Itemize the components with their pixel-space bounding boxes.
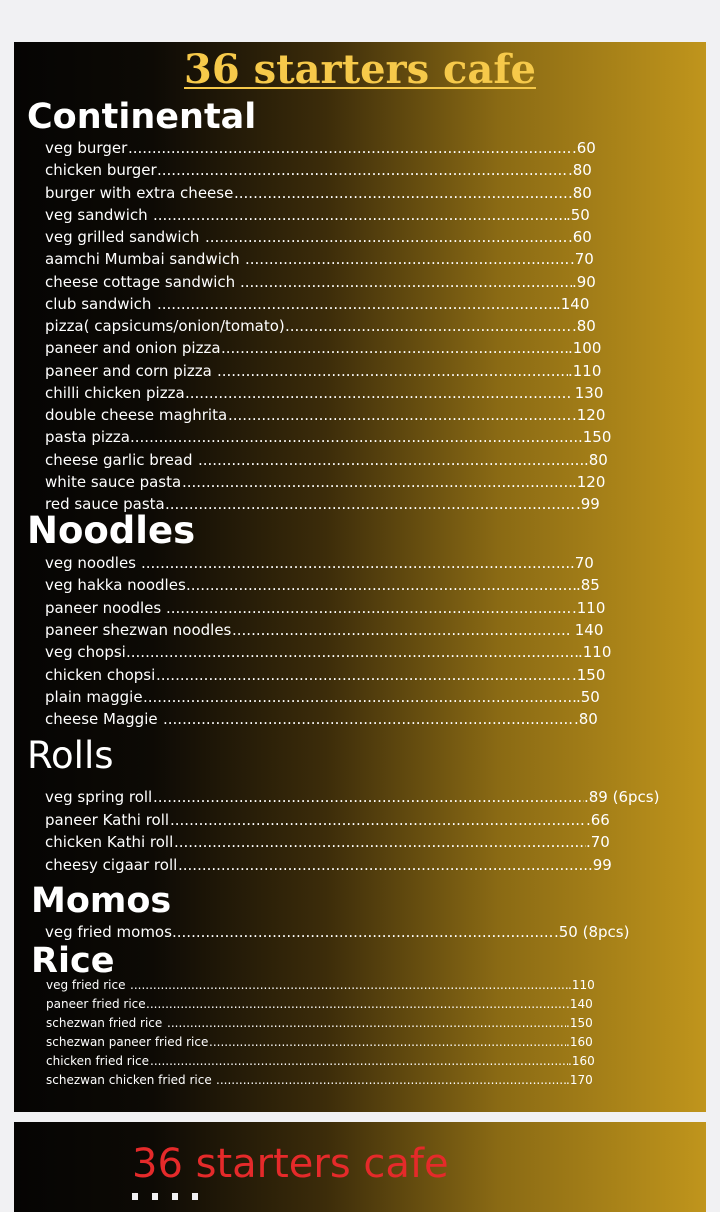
menu-item [46,1033,666,1052]
item-name: cheese cottage sandwich [45,272,240,291]
item-price: .110 [568,977,595,992]
item-price: .150 [578,428,612,447]
item-name: schezwan paneer fried rice [46,1034,209,1049]
item-price: .60 [568,228,592,246]
item-name: veg hakka noodles [45,576,186,595]
menu-item [45,360,668,382]
dot-leader [141,552,570,574]
dot-leader [172,921,554,943]
menu-item [45,854,688,876]
dot-leader [216,1071,566,1090]
item-name: veg burger [45,139,128,157]
dot-leader [156,664,572,686]
dot-leader [178,854,588,876]
section-heading-continental: Continental [27,97,257,137]
menu-item [45,708,674,730]
item-price: .120 [572,472,606,491]
item-name: cheese Maggie [45,710,163,729]
item-name: veg spring roll [45,788,153,806]
item-price: .80 [574,710,598,729]
dot-leader [217,360,568,382]
dot-leader [163,708,574,730]
menu-item [45,471,672,493]
item-price: .120 [572,406,606,424]
dot-leader [234,182,568,204]
section-heading-noodles: Noodles [27,509,196,552]
item-name: schezwan chicken fried rice [46,1072,216,1087]
dot-leader [198,449,584,471]
item-price: .99 [588,855,612,874]
item-price: .89 (6pcs) [584,788,660,806]
dot-leader [174,831,586,853]
item-price: .140 [556,294,590,313]
item-price: .160 [566,1034,593,1049]
item-name: double cheese maghrita [45,406,228,424]
item-name: pasta pizza [45,428,130,447]
item-name: paneer Kathi roll [45,810,170,829]
item-price: 140 [570,620,604,639]
item-name: chicken Kathi roll [45,833,174,852]
dot-leader [205,226,568,248]
dot-leader [240,271,572,293]
section-heading-rice: Rice [31,941,115,981]
next-menu-title: 36 starters cafe [132,1141,449,1187]
item-name: cheese garlic bread [45,450,198,469]
item-name: chicken chopsi [45,665,156,684]
dot-leader [130,426,578,448]
menu-item [45,404,672,426]
menu-item [45,552,670,574]
section-heading-rolls: Rolls [27,734,114,777]
menu-item [46,976,668,995]
dot-leader [146,995,566,1014]
item-price: .170 [566,1072,593,1087]
dot-leader [185,382,570,404]
item-price: .150 [572,665,606,684]
menu-item [45,337,668,359]
item-price: .50 (8pcs) [554,923,630,941]
dot-leader [153,786,584,808]
menu-item [46,1052,668,1071]
item-name: aamchi Mumbai sandwich [45,250,245,269]
item-name: cheesy cigaar roll [45,855,178,874]
menu-item [45,809,686,831]
item-price: .90 [572,272,596,291]
item-name: schezwan fried rice [46,1015,167,1030]
item-price: .99 [576,495,600,513]
item-name: paneer and corn pizza [45,361,217,380]
item-name: veg fried momos [45,923,172,941]
item-price: .80 [568,161,592,180]
item-name: veg fried rice [46,977,130,992]
menu-item [45,226,668,248]
menu-item [45,686,676,708]
item-name: chicken burger [45,161,157,180]
dot-leader [126,641,578,663]
menu-item [45,248,670,270]
item-name: paneer fried rice [46,996,146,1011]
dot-leader [245,248,570,270]
item-name: veg sandwich [45,205,153,224]
menu-item [45,619,670,641]
dot-leader [157,293,556,315]
menu-item [45,664,672,686]
menu-item [45,204,666,226]
item-name: veg chopsi [45,643,126,662]
menu-item [45,921,654,943]
item-price: .70 [586,833,610,852]
item-price: .60 [572,139,596,157]
menu-item [45,182,668,204]
item-price: .50 [576,687,600,706]
dot-leader [186,574,576,596]
dot-leader [209,1033,566,1052]
dot-leader [167,1014,566,1033]
item-name: red sauce pasta [45,495,165,513]
menu-item [45,786,684,808]
item-price: .140 [566,996,593,1011]
dot-leader [170,809,586,831]
item-price: .85 [576,576,600,595]
dot-leader [150,1052,568,1071]
dot-leader [153,204,566,226]
dot-leader [221,337,568,359]
menu-item [45,641,678,663]
menu-item [45,137,672,159]
item-price: .66 [586,810,610,829]
item-name: white sauce pasta [45,472,182,491]
item-name: chilli chicken pizza [45,383,185,402]
item-name: burger with extra cheese [45,183,234,202]
item-price: 130 [570,383,604,402]
dot-leader [157,159,568,181]
item-price: .150 [566,1015,593,1030]
item-price: .80 [572,317,596,335]
item-name: chicken fried rice [46,1053,150,1068]
item-name: veg noodles [45,554,141,572]
menu-item [45,382,670,404]
menu-item [45,315,672,337]
menu-item [46,1014,666,1033]
item-price: .110 [572,598,606,617]
menu-item [45,831,686,853]
item-price: .70 [570,250,594,269]
item-price: .50 [566,205,590,224]
menu-item [45,597,672,619]
section-heading-momos: Momos [31,881,172,921]
dot-leader [143,686,576,708]
item-name: plain maggie [45,687,143,706]
item-price: .110 [578,643,612,662]
item-name: paneer shezwan noodles [45,620,232,639]
item-name: paneer and onion pizza [45,339,221,358]
menu-item [45,449,684,471]
item-name: club sandwich [45,294,157,313]
menu-item [45,574,676,596]
dot-leader [285,315,572,337]
menu-item [46,995,666,1014]
dot-leader [166,597,572,619]
menu-title: 36 starters cafe [184,46,536,93]
item-name: veg grilled sandwich [45,228,205,246]
item-name: pizza( capsicums/onion/tomato) [45,317,285,335]
item-price: .160 [568,1053,595,1068]
item-price: .110 [568,361,602,380]
menu-item [45,271,672,293]
item-price: .70 [570,554,594,572]
next-menu-heading-cutoff [132,1190,232,1200]
item-price: .80 [568,183,592,202]
menu-item [46,1071,666,1090]
dot-leader [232,619,570,641]
item-price: .100 [568,339,602,358]
item-price: .80 [584,450,608,469]
menu-item [45,293,656,315]
dot-leader [128,137,572,159]
menu-item [45,159,668,181]
menu-item [45,426,678,448]
dot-leader [165,493,576,515]
dot-leader [228,404,572,426]
dot-leader [182,471,572,493]
item-name: paneer noodles [45,598,166,617]
dot-leader [130,976,568,995]
